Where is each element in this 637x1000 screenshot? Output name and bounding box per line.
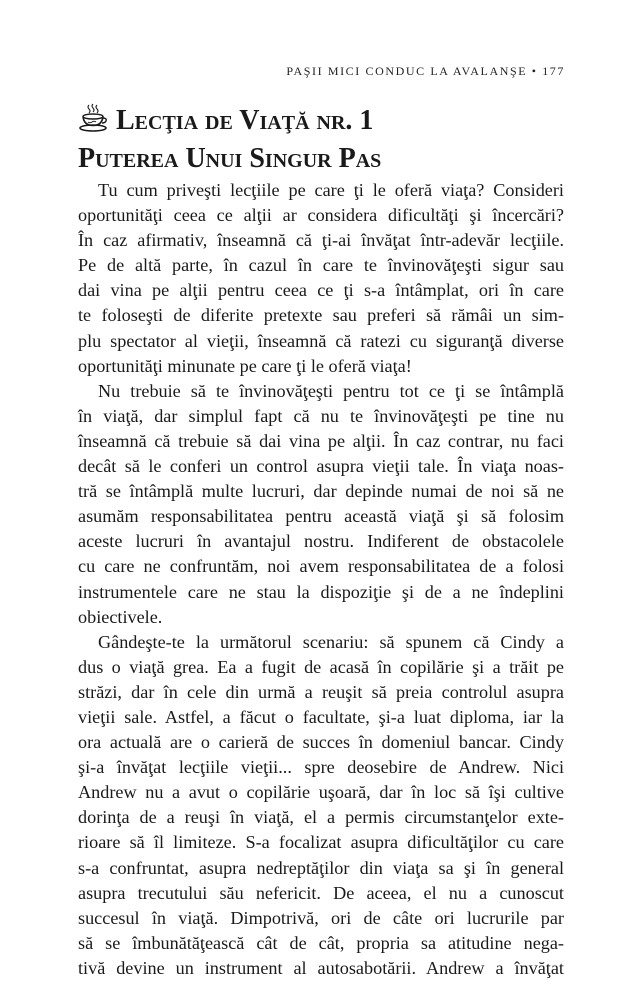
running-head: PAŞII MICI CONDUC LA AVALANŞE • 177 — [286, 64, 565, 78]
text-line: în viaţă, dar simplul fapt că nu te învinovăţeşti pe tine nu — [78, 405, 564, 426]
text-line: obiectivele. — [78, 606, 163, 627]
text-line: În caz afirmativ, înseamnă că ţi-ai învăţat într-adevăr lecţiile. — [78, 230, 564, 251]
body-text — [78, 178, 564, 981]
text-line: Nu trebuie să te învinovăţeşti pentru tot ce ţi se întâmplă — [98, 380, 564, 401]
text-line: vieţii sale. Astfel, a făcut o facultate, şi-a luat diploma, iar la — [78, 706, 564, 727]
text-line: să se îmbunătăţească cât de cât, propria sa atitudine nega- — [78, 932, 564, 953]
text-line: tră se întâmplă multe lucruri, dar depinde numai de noi să ne — [78, 481, 564, 502]
lesson-title — [78, 103, 578, 139]
text-line: străzi, dar în cele din urmă a reuşit să preia controlul asupra — [78, 681, 564, 702]
text-line: Andrew nu a avut o copilărie uşoară, dar în loc să îşi cultive — [78, 782, 564, 803]
text-line: s-a confruntat, asupra nedreptăţilor din viaţa sa şi în general — [78, 857, 564, 878]
text-line: cu care ne confruntăm, noi avem responsabilitatea de a folosi — [78, 556, 564, 577]
text-line: dus o viaţă grea. Ea a fugit de acasă în copilărie şi a trăit pe — [78, 656, 564, 677]
text-line: dai vina pe alţii pentru ceea ce ţi s-a întâmplat, ori în care — [78, 280, 564, 301]
text-line: asumăm responsabilitatea pentru această viaţă şi să folosim — [78, 506, 564, 527]
text-line: înseamnă că trebuie să dai vina pe alţii. În caz contrar, nu faci — [78, 430, 564, 451]
text-line: dorinţa de a reuşi în viaţă, el a permis circumstanţelor exte- — [78, 807, 564, 828]
text-line: succesul în viaţă. Dimpotrivă, ori de câte ori lucrurile par — [78, 907, 564, 928]
text-line: tivă devine un instrument al autosabotării. Andrew a învăţat — [78, 957, 564, 978]
text-line: oportunităţi minunate pe care ţi le oferă viaţa! — [78, 355, 412, 376]
subtitle: Puterea Unui Singur Pas — [78, 143, 382, 174]
text-line: decât să le conferi un control asupra vieţii tale. În viaţa noas- — [78, 456, 564, 477]
text-line: aceste lucruri în avantajul nostru. Indiferent de obstacolele — [78, 531, 564, 552]
text-line: şi-a învăţat lecţiile vieţii... spre deosebire de Andrew. Nici — [78, 757, 564, 778]
text-line: Pe de altă parte, în cazul în care te învinovăţeşti sigur sau — [78, 255, 564, 276]
lesson-title-text: Lecţia de Viaţă nr. 1 — [116, 105, 374, 136]
text-line: Tu cum priveşti lecţiile pe care ţi le oferă viaţa? Consideri — [98, 180, 564, 200]
text-line: Gândeşte-te la următorul scenariu: să spunem că Cindy a — [98, 631, 564, 652]
text-line: rioare să îl limiteze. S-a focalizat asupra dificultăţilor cu care — [78, 832, 564, 853]
text-line: ora actuală are o carieră de succes în domeniul bancar. Cindy — [78, 732, 564, 753]
teacup-icon — [78, 103, 108, 133]
text-line: te foloseşti de diferite pretexte sau preferi să rămâi un sim- — [78, 305, 564, 326]
text-line: oportunităţi ceea ce alţii ar considera dificultăţi şi încercări? — [78, 205, 564, 226]
text-line: asupra trecutului său nefericit. De aceea, el nu a cunoscut — [78, 882, 564, 903]
text-line: instrumentele care ne stau la dispoziţie şi de a ne îndeplini — [78, 581, 564, 602]
text-line: plu spectator al vieţii, înseamnă că ratezi cu siguranţă diverse — [78, 330, 564, 351]
